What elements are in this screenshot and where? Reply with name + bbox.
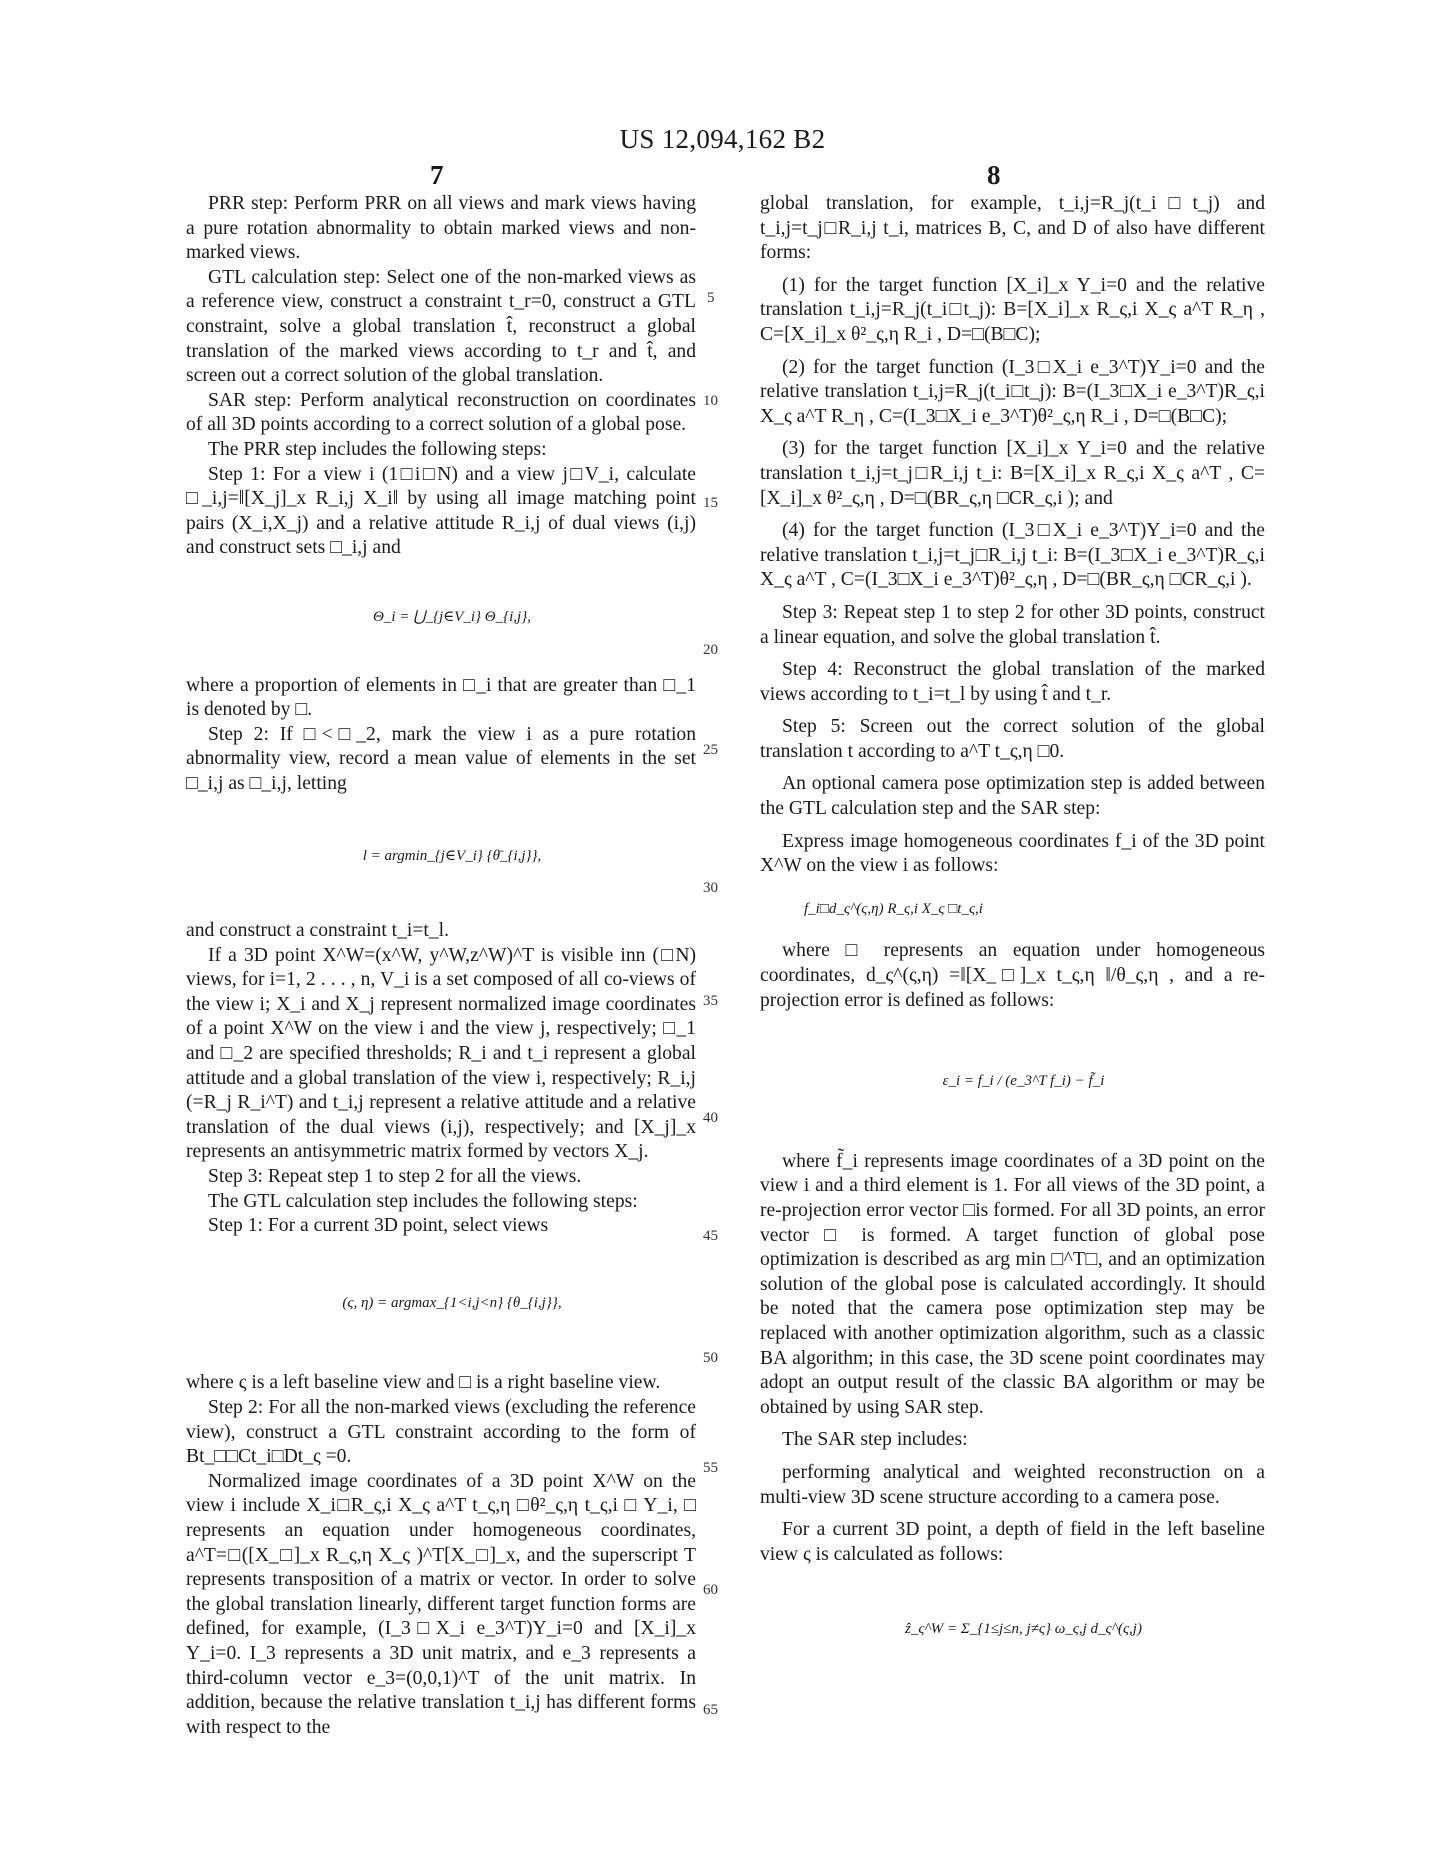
line-number: 30 [703,880,718,896]
patent-number: US 12,094,162 B2 [619,124,826,154]
paragraph: The GTL calculation step includes the following steps: [208,1190,638,1212]
paragraph: performing analytical and weighted reconstruction on a multi-view 3D scene structure according to a camera pose. [760,1461,1265,1508]
line-number: 20 [703,642,718,658]
paragraph: where a proportion of elements in □_i that are greater than □_1 is denoted by □. [186,674,696,721]
paragraph: PRR step: Perform PRR on all views and mark views having a pure rotation abnormality to obtain marked views and non-marked views. [186,193,696,264]
line-number: 15 [703,495,718,511]
paragraph: If a 3D point X^W=(x^W, y^W,z^W)^T is visible inn (□N) views, for i=1, 2 . . . , n, V_i is a set composed of all co-views of the view i; X_i and X_j represent normalized image coordinates of a point X^W on the view i and the view j, respectively; □_1 and □_2 are specified thresholds; R_i and t_i represent a global attitude and a global translation of the view i, respectively; R_i,j (=R_j R_i^T) and t_i,j represent a relative attitude and a relative translation of the dual views (i,j), respectively; and [X_j]_x represents an antisymmetric matrix formed by vectors X_j. [186,944,696,1163]
equation: ẑ_ς^W = Σ_{1≤j≤n, j≠ς} ω_ς,j d_ς^(ς,j) [905,1621,1142,1638]
equation: ε_i = f_i / (e_3^T f_i) − f̃_i [942,1073,1105,1090]
paragraph: Step 4: Reconstruct the global translation of the marked views according to t_i=t_l by using t̂ and t_r. [760,659,1265,705]
line-number: 25 [703,742,718,758]
paragraph: The SAR step includes: [782,1429,968,1451]
paragraph: Step 3: Repeat step 1 to step 2 for all the views. [208,1166,582,1187]
paragraph: Step 2: For all the non-marked views (excluding the reference view), construct a GTL constraint according to the form of Bt_□□Ct_i□Dt_ς =0. [186,1396,696,1468]
line-number: 35 [703,993,718,1009]
line-number: 60 [703,1582,718,1598]
paragraph: Step 5: Screen out the correct solution of the global translation t according to a^T t_ς,η □0. [760,716,1265,762]
paragraph: and construct a constraint t_i=t_l. [186,920,449,942]
paragraph: where ς is a left baseline view and □ is a right baseline view. [186,1372,661,1394]
line-number: 55 [703,1460,718,1476]
paragraph: (3) for the target function [X_i]_x Y_i=0 and the relative translation t_i,j=t_j□R_i,j t_i: B=[X_i]_x R_ς,i X_ς a^T , C=[X_i]_x θ²_ς,η , D=□(BR_ς,η □CR_ς,i ); and [760,438,1265,509]
line-number: 10 [703,393,718,409]
line-number: 65 [703,1702,718,1718]
left-column [186,192,696,1740]
paragraph: Step 2: If □<□_2, mark the view i as a pure rotation abnormality view, record a mean value of elements in the set □_i,j as □_i,j, letting [186,723,696,794]
equation: (ς, η) = argmax_{1<i,j<n} {θ_{i,j}}, [342,1294,562,1311]
paragraph: (1) for the target function [X_i]_x Y_i=0 and the relative translation t_i,j=R_j(t_i□t_j): B=[X_i]_x R_ς,i X_ς a^T R_η , C=[X_i]_x θ²_ς,η R_i , D=□(B□C); [760,274,1265,345]
paragraph: (4) for the target function (I_3□X_i e_3^T)Y_i=0 and the relative translation t_i,j=t_j□R_i,j t_i: B=(I_3□X_i e_3^T)R_ς,i X_ς a^T , C=(I_3□X_i e_3^T)θ²_ς,η , D=□(BR_ς,η □CR_ς,i ). [760,520,1265,591]
column-number-right: 8 [987,160,1001,190]
paragraph: Normalized image coordinates of a 3D point X^W on the view i include X_i□R_ς,i X_ς a^T t_ς,η □θ²_ς,η t_ς,i □ Y_i, □ represents an equation under homogeneous coordinates, a^T=□([X_□]_x R_ς,η X_ς )^T[X_□]_x, and the superscript T represents transposition of a matrix or vector. In order to solve the global translation linearly, different target function forms are defined, for example, (I_3□X_i e_3^T)Y_i=0 and [X_i]_x Y_i=0. I_3 represents a 3D unit matrix, and e_3 represents a third-column vector e_3=(0,0,1)^T of the unit matrix. In addition, because the relative translation t_i,j has different forms with respect to the [186,1470,696,1738]
paragraph: The PRR step includes the following steps: [208,438,547,460]
line-number: 50 [703,1350,718,1366]
column-number-left: 7 [430,160,444,190]
paragraph: (2) for the target function (I_3□X_i e_3^T)Y_i=0 and the relative translation t_i,j=R_j(t_i□t_j): B=(I_3□X_i e_3^T)R_ς,i X_ς a^T R_η , C=(I_3□X_i e_3^T)θ²_ς,η R_i , D=□(B□C); [760,356,1265,427]
line-number: 45 [703,1228,718,1244]
paragraph: Express image homogeneous coordinates f_i of the 3D point X^W on the view i as follows: [760,830,1265,877]
paragraph: An optional camera pose optimization step is added between the GTL calculation step and the SAR step: [760,773,1265,820]
paragraph: where □ represents an equation under homogeneous coordinates, d_ς^(ς,η) =‖[X_□]_x t_ς,η ‖/θ_ς,η , and a re-projection error is defined as follows: [760,940,1265,1011]
line-number: 5 [707,290,715,306]
paragraph: global translation, for example, t_i,j=R_j(t_i□t_j) and t_i,j=t_j□R_i,j t_i, matrices B, C, and D of also have different forms: [760,193,1265,264]
paragraph: Step 3: Repeat step 1 to step 2 for other 3D points, construct a linear equation, and solve the global translation t̂. [760,601,1265,648]
paragraph: Step 1: For a view i (1□i□N) and a view j□V_i, calculate □_i,j=‖[X_j]_x R_i,j X_i‖ by using all image matching point pairs (X_i,X_j) and a relative attitude R_i,j of dual views (i,j) and construct sets □_i,j and [186,463,696,559]
equation: Θ_i = ⋃_{j∈V_i} Θ_{i,j}, [373,608,531,625]
right-column [760,192,1265,1642]
line-number: 40 [703,1110,718,1126]
equation: l = argmin_{j∈V_i} {θ̄_{i,j}}, [362,848,542,865]
paragraph: Step 1: For a current 3D point, select views [208,1215,549,1237]
paragraph: SAR step: Perform analytical reconstruction on coordinates of all 3D points according to a correct solution of a global pose. [186,389,696,436]
paragraph: where f̃_i represents image coordinates of a 3D point on the view i and a third element is 1. For all views of the 3D point, a re-projection error vector □is formed. For all 3D points, an error vector □ is formed. A target function of global pose optimization is described as arg min □^T□, and an optimization solution of the global pose is calculated accordingly. It should be noted that the camera pose optimization step may be replaced with another optimization algorithm, such as a classic BA algorithm; in this case, the 3D scene point coordinates may adopt an output result of the classic BA algorithm or may be obtained by using SAR step. [760,1150,1265,1418]
paragraph: For a current 3D point, a depth of field in the left baseline view ς is calculated as follows: [760,1519,1265,1565]
equation: f_i□d_ς^(ς,η) R_ς,i X_ς □t_ς,i [804,900,983,917]
paragraph: GTL calculation step: Select one of the non-marked views as a reference view, construct a constraint t_r=0, construct a GTL constraint, solve a global translation t̂, reconstruct a global translation of the marked views according to t_r and t̂, and screen out a correct solution of the global translation. [186,266,696,387]
